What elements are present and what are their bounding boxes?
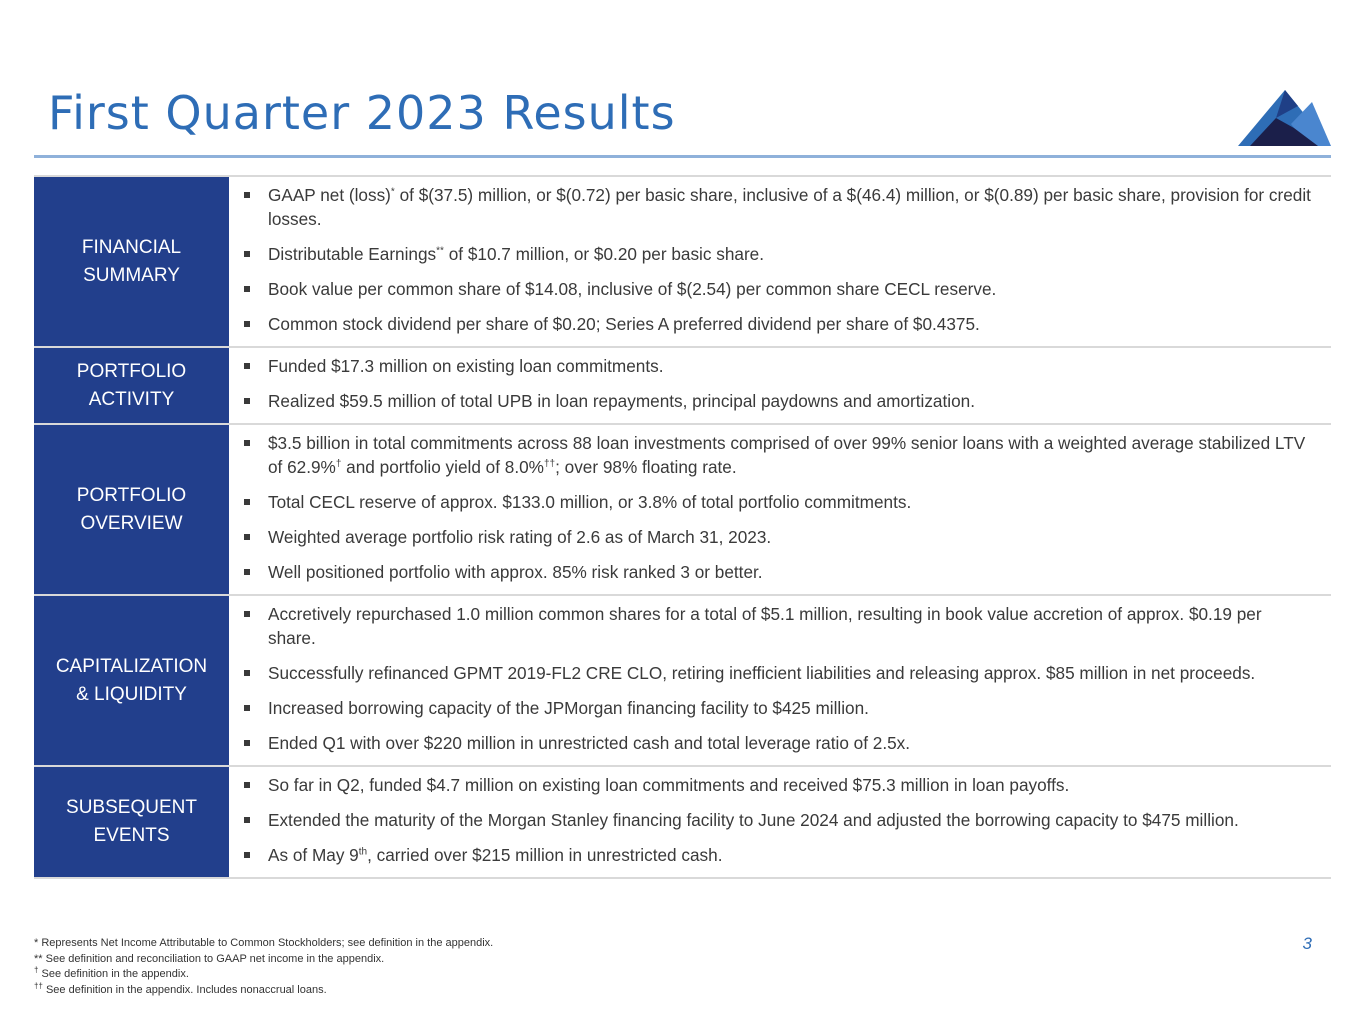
footnote-marker: †† <box>34 980 43 990</box>
bullet-list <box>229 767 1331 877</box>
bullet-text: Extended the maturity of the Morgan Stanley financing facility to June 2024 and adjusted the borrowing capacity to $475 million. <box>268 810 1239 830</box>
bullet-item <box>229 773 1311 797</box>
footnote-text: See definition in the appendix. Includes nonaccrual loans. <box>42 983 327 996</box>
bullet-text: So far in Q2, funded $4.7 million on existing loan commitments and received $75.3 million in loan payoffs. <box>268 775 1070 795</box>
bullet-text: Common stock dividend per share of $0.20; Series A preferred dividend per share of $0.4375. <box>268 314 980 334</box>
bullet-item <box>229 560 1311 584</box>
bullet-item <box>229 277 1311 301</box>
bullet-text: Ended Q1 with over $220 million in unrestricted cash and total leverage ratio of 2.5x. <box>268 733 911 753</box>
bullet-text: Well positioned portfolio with approx. 85% risk ranked 3 or better. <box>268 562 763 582</box>
footnote-text: * Represents Net Income Attributable to Common Stockholders; see definition in the appendix. <box>34 937 494 949</box>
bullet-text: Total CECL reserve of approx. $133.0 million, or 3.8% of total portfolio commitments. <box>268 492 912 512</box>
square-bullet-icon <box>244 569 250 575</box>
bullet-list <box>229 177 1331 346</box>
footnote-line <box>34 952 493 968</box>
square-bullet-icon <box>244 398 250 404</box>
bullet-text: of $(37.5) million, or $(0.72) per basic share, inclusive of a $(46.4) million, or $(0.89) per basic share, provision for credit losses. <box>268 185 1311 229</box>
bullet-item <box>229 242 1311 266</box>
bullet-text: Increased borrowing capacity of the JPMorgan financing facility to $425 million. <box>268 698 869 718</box>
footnote-marker: * <box>390 186 395 198</box>
bullet-text: Distributable Earnings <box>268 244 437 264</box>
page-title: First Quarter 2023 Results <box>48 86 676 140</box>
square-bullet-icon <box>244 192 250 198</box>
bullet-text: , carried over $215 million in unrestricted cash. <box>367 845 723 865</box>
bullet-item <box>229 696 1311 720</box>
footnote-line <box>34 980 493 999</box>
bullet-item <box>229 312 1311 336</box>
footnote-marker: †† <box>543 458 556 470</box>
bullet-item <box>229 183 1311 231</box>
section-category: CAPITALIZATION & LIQUIDITY <box>34 596 229 765</box>
footnote-marker: † <box>34 965 39 975</box>
square-bullet-icon <box>244 363 250 369</box>
bullet-text: As of May 9 <box>268 845 359 865</box>
bullet-list <box>229 596 1331 765</box>
bullet-text: Book value per common share of $14.08, inclusive of $(2.54) per common share CECL reserve. <box>268 279 997 299</box>
bullet-text: of $10.7 million, or $0.20 per basic share. <box>443 244 764 264</box>
section-row <box>34 596 1331 767</box>
footnote-line <box>34 936 493 952</box>
bullet-text: Weighted average portfolio risk rating of 2.6 as of March 31, 2023. <box>268 527 772 547</box>
bullet-item <box>229 808 1311 832</box>
square-bullet-icon <box>244 251 250 257</box>
section-category: FINANCIAL SUMMARY <box>34 177 229 346</box>
bullet-item <box>229 431 1311 479</box>
bullet-text: Realized $59.5 million of total UPB in loan repayments, principal paydowns and amortization. <box>268 391 975 411</box>
bullet-item <box>229 525 1311 549</box>
section-category: PORTFOLIO OVERVIEW <box>34 425 229 594</box>
square-bullet-icon <box>244 534 250 540</box>
square-bullet-icon <box>244 321 250 327</box>
bullet-item <box>229 731 1311 755</box>
square-bullet-icon <box>244 705 250 711</box>
square-bullet-icon <box>244 740 250 746</box>
page-number: 3 <box>1302 934 1312 953</box>
square-bullet-icon <box>244 499 250 505</box>
bullet-item <box>229 389 1311 413</box>
section-row <box>34 177 1331 348</box>
mountain-logo-icon <box>1236 88 1332 148</box>
footnote-text: ** See definition and reconciliation to GAAP net income in the appendix. <box>34 952 385 965</box>
square-bullet-icon <box>244 611 250 617</box>
square-bullet-icon <box>244 670 250 676</box>
footnote-line <box>34 967 493 983</box>
footnote-marker: † <box>335 458 342 470</box>
bullet-item <box>229 490 1311 514</box>
bullet-text: Successfully refinanced GPMT 2019-FL2 CRE CLO, retiring inefficient liabilities and releasing approx. $85 million in net proceeds. <box>268 663 1256 683</box>
footnotes <box>34 936 493 998</box>
bullet-text: and portfolio yield of 8.0% <box>341 457 544 477</box>
section-category: PORTFOLIO ACTIVITY <box>34 348 229 423</box>
section-row <box>34 767 1331 879</box>
bullet-item <box>229 354 1311 378</box>
bullet-item <box>229 843 1311 867</box>
bullet-text: $3.5 billion in total commitments across 88 loan investments comprised of over 99% senior loans with a weighted average stabilized LTV of 62.9% <box>268 433 1306 477</box>
footnote-text: See definition in the appendix. <box>38 968 189 980</box>
bullet-text: Accretively repurchased 1.0 million common shares for a total of $5.1 million, resulting in book value accretion of approx. $0.19 per share. <box>268 604 1262 648</box>
square-bullet-icon <box>244 440 250 446</box>
square-bullet-icon <box>244 286 250 292</box>
bullet-text: GAAP net (loss) <box>268 185 391 205</box>
square-bullet-icon <box>244 852 250 858</box>
results-table <box>34 175 1331 879</box>
bullet-text: Funded $17.3 million on existing loan commitments. <box>268 356 664 376</box>
footnote-marker: th <box>358 846 368 858</box>
bullet-list <box>229 425 1331 594</box>
square-bullet-icon <box>244 817 250 823</box>
section-row <box>34 348 1331 425</box>
title-rule <box>34 155 1331 158</box>
section-category: SUBSEQUENT EVENTS <box>34 767 229 877</box>
bullet-list <box>229 348 1331 423</box>
bullet-item <box>229 602 1311 650</box>
section-row <box>34 425 1331 596</box>
bullet-item <box>229 661 1311 685</box>
footnote-marker: ** <box>436 245 444 257</box>
square-bullet-icon <box>244 782 250 788</box>
bullet-text: ; over 98% floating rate. <box>555 457 737 477</box>
